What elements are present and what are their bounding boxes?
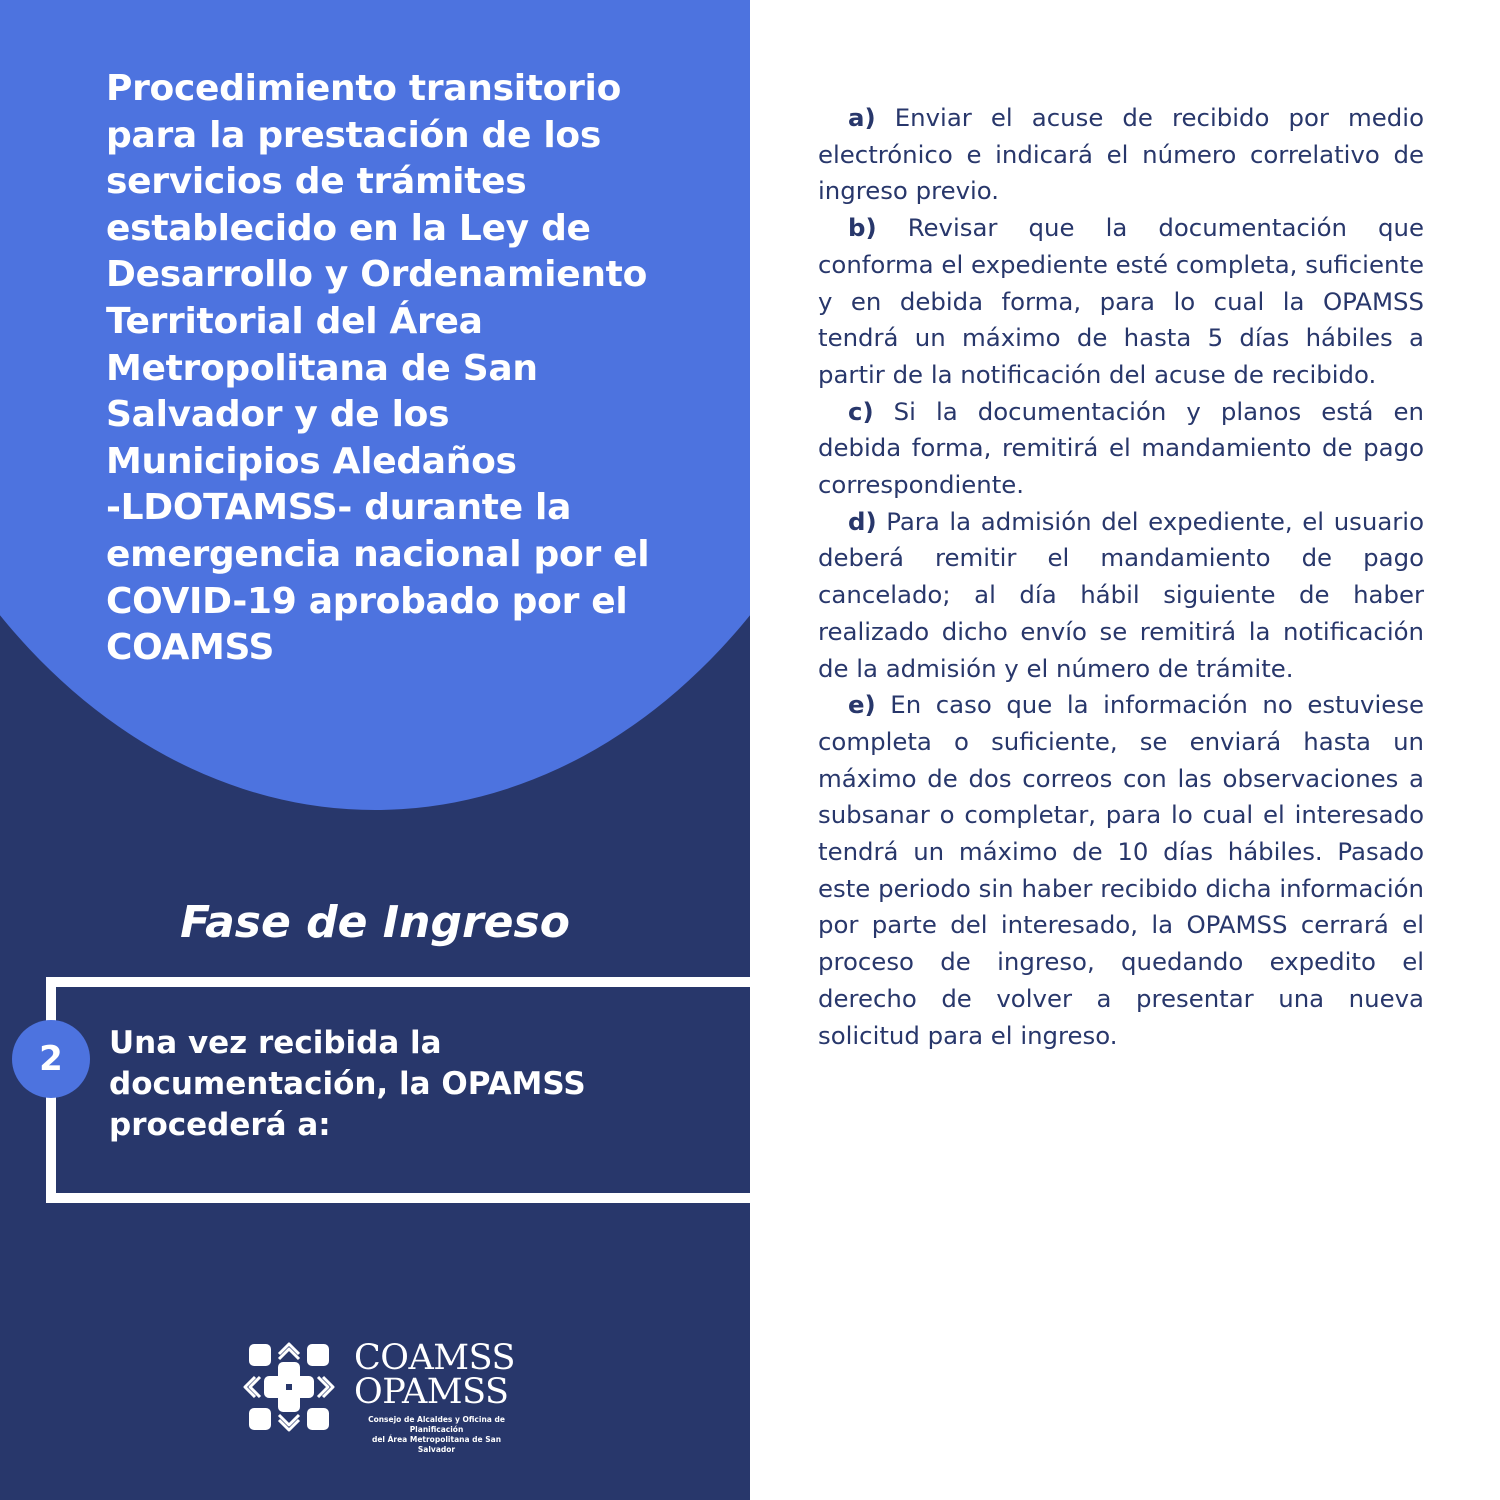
item-letter: e) [848, 690, 876, 720]
coamss-logo-icon [243, 1338, 335, 1436]
item-text: Revisar que la documentación que conforma el expediente esté completa, suficiente y en debida forma, para lo cual la OPAMSS tendrá un máximo de hasta 5 días hábiles a partir de la notificación del acuse de recibido. [818, 213, 1424, 389]
logo-name-coamss: COAMSS [354, 1338, 515, 1378]
procedure-list [818, 100, 1424, 1054]
logo-name-opamss: OPAMSS [354, 1372, 509, 1412]
coamss-opamss-logo [243, 1338, 518, 1454]
procedure-item-b [818, 210, 1424, 394]
item-letter: c) [848, 396, 874, 426]
procedure-item-e [818, 687, 1424, 1054]
step-number-badge: 2 [12, 1020, 90, 1098]
item-letter: d) [848, 506, 877, 536]
item-text: Si la documentación y planos está en debida forma, remitirá el mandamiento de pago correspondiente. [818, 396, 1424, 500]
procedure-item-a [818, 100, 1424, 210]
item-text: Enviar el acuse de recibido por medio electrónico e indicará el número correlativo de ingreso previo. [818, 103, 1424, 206]
logo-tagline-line-2: del Área Metropolitana de San Salvador [371, 1435, 502, 1454]
item-text: En caso que la información no estuviese completa o suficiente, se enviará hasta un máximo de dos correos con las observaciones a subsanar o completar, para lo cual el interesado tendrá un máximo de 10 días hábiles. Pasado este periodo sin haber recibido dicha información por parte del interesado, la OPAMSS cerrará el proceso de ingreso, quedando expedito el derecho de volver a presentar una nueva solicitud para el ingreso. [818, 690, 1424, 1050]
step-description: Una vez recibida la documentación, la OPAMSS procederá a: [109, 1025, 586, 1143]
logo-tagline-line-1: Consejo de Alcaldes y Oficina de Planificación [368, 1415, 505, 1434]
item-letter: a) [848, 103, 876, 132]
item-text: Para la admisión del expediente, el usuario deberá remitir el mandamiento de pago cancelado; al día hábil siguiente de haber realizado dicho envío se remitirá la notificación de la admisión y el número de trámite. [818, 506, 1424, 683]
item-letter: b) [848, 213, 877, 243]
procedure-item-d [818, 504, 1424, 688]
page-title: Procedimiento transitorio para la prestación de los servicios de trámites establecido en la Ley de Desarrollo y Ordenamiento Territorial del Área Metropolitana de San Salvador y de los Municipios Aledaños -LDOTAMSS- durante la emergencia nacional por el COVID-19 aprobado por el COAMSS [106, 68, 650, 669]
logo-tagline [354, 1415, 519, 1455]
phase-title: Fase de Ingreso [180, 897, 570, 948]
procedure-item-c [818, 394, 1424, 504]
